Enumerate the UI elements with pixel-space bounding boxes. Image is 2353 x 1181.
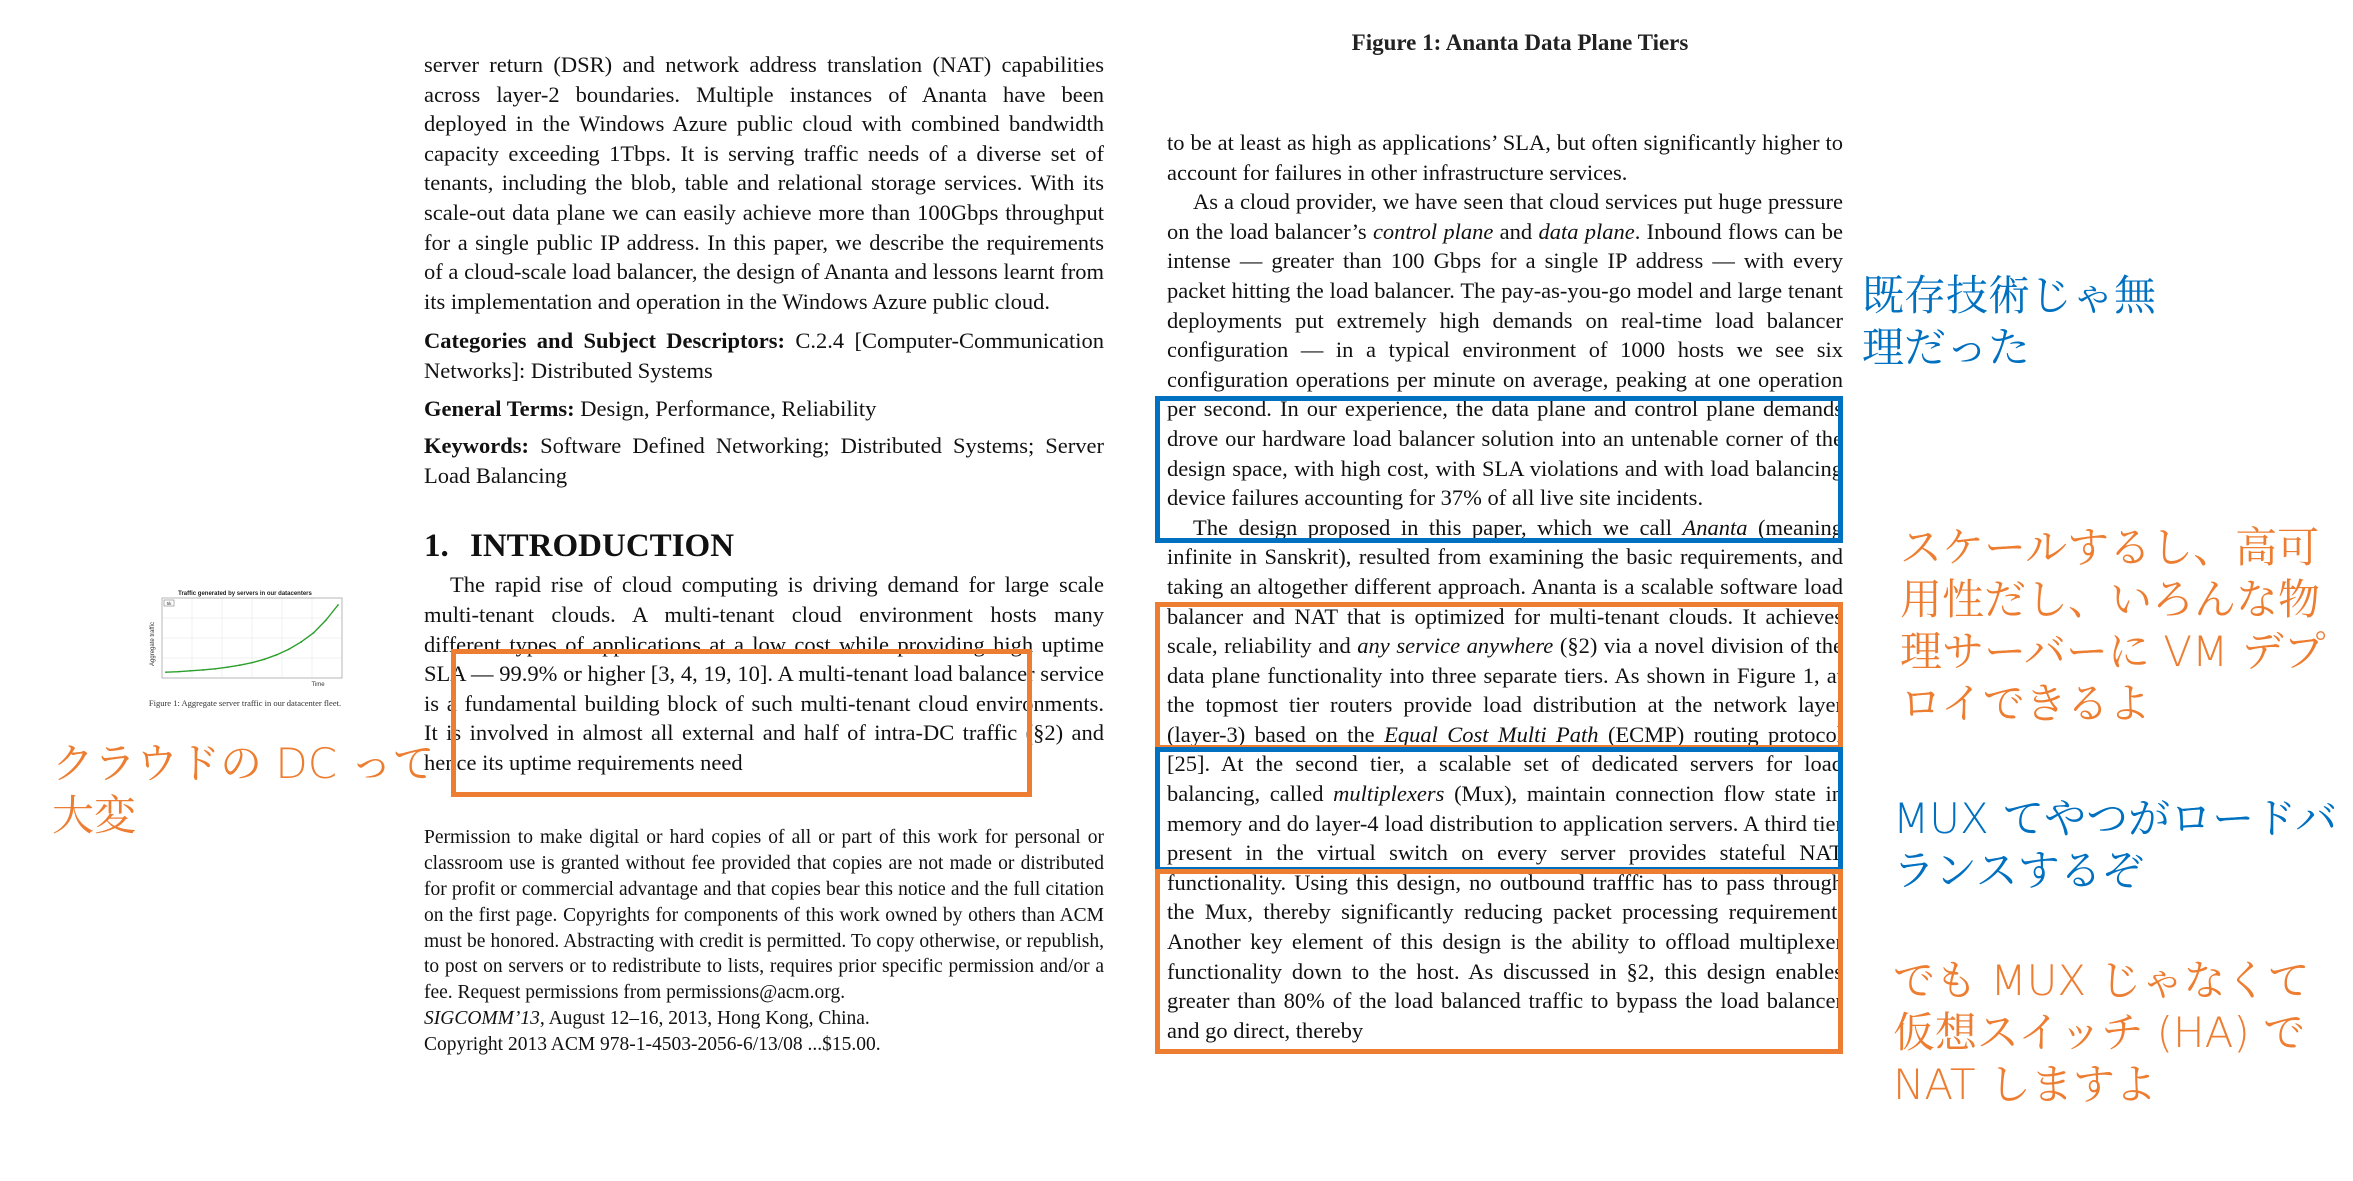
chart-legend: 5k: [166, 601, 172, 606]
traffic-figure: [140, 586, 350, 709]
copyright-line: Copyright 2013 ACM 978-1-4503-2056-6/13/08 ...$15.00.: [424, 1033, 881, 1055]
section-title: INTRODUCTION: [470, 528, 735, 565]
section-heading: [424, 526, 1104, 566]
annotation-line: スケールするし、高可: [1900, 523, 2320, 572]
annotation-line: ロイできるよ: [1900, 679, 2151, 728]
annotation-line: 用性だし、いろんな物: [1900, 575, 2321, 624]
p2-control-plane: control plane: [1372, 218, 1494, 244]
highlight-box-experience: [1155, 396, 1843, 543]
p3-text-c: (§2) via a novel division of the data plane functionality into three separate tiers. As shown in Figure 1, at the topmost tier routers provide load distribution at the network layer (layer-3) based on the: [1167, 633, 1843, 747]
keywords-label: Keywords:: [424, 433, 529, 459]
left-column: [424, 50, 1104, 1058]
traffic-chart: [140, 586, 350, 696]
chart-point: [214, 668, 216, 670]
highlight-box-mux: [1155, 747, 1843, 872]
p2-text-a: As a cloud provider, we have seen that cloud services put huge pressure on the load balancer’s: [1167, 189, 1843, 244]
categories-line: [424, 326, 1104, 385]
figure-title: Figure 1: Ananta Data Plane Tiers: [1351, 30, 1689, 55]
p3-text-e: (Mux), maintain connection flow state in memory and do layer-4 load distribution to application servers. A third tier present in the virtual switch on every server provides stateful NAT functionality. Using this design, no outbound trafffic has to pass through the Mux, thereby significantly reducing packet processing requirement. Another key element of this design is the ability to offload multiplexer functionality down to the host. As discussed in §2, this design enables greater than 80% of the load balanced traffic to bypass the load balancer and go direct, thereby: [1167, 781, 1843, 1043]
conference-details: August 12–16, 2013, Hong Kong, China.: [548, 1008, 870, 1030]
chart-point: [202, 669, 204, 671]
chart-point: [300, 641, 302, 643]
annotation-line: 仮想スイッチ (HA) で: [1893, 1008, 2306, 1057]
p2-text-b: . Inbound flows can be intense — greater than 100 Gbps for a single IP address — with every packet hitting the load balancer. The pay-as-you-go model and large tenant deployments put extremely high demands on real-time load balancer configuration — in a typical environment of 1000 hosts we see six configuration operations per minute on average, peaking at one operation per second. In our experience, the data plane and control plane demands drove our hardware load balancer solution into an untenable corner of the design space, with high cost, with SLA violations and with load balancing device failures accounting for 37% of all live site incidents.: [1167, 218, 1843, 511]
annotation-line: クラウドの DC って: [52, 739, 435, 788]
annotation-mux: [1893, 793, 2337, 897]
annotation-line: 既存技術じゃ無: [1862, 271, 2157, 320]
conference-name: SIGCOMM’13,: [424, 1008, 545, 1030]
chart-point: [288, 648, 290, 650]
chart-point: [177, 671, 179, 673]
abstract-paragraph: server return (DSR) and network address translation (NAT) capabilities across layer-2 boundaries. Multiple instances of Ananta have been deployed in the Windows Azure public cloud with combined bandwidth capacity exceeding 1Tbps. It is serving traffic needs of a diverse set of tenants, including the blob, table and relational storage services. With its scale-out data plane we can easily achieve more than 100Gbps throughput for a single public IP address. In this paper, we describe the requirements of a cloud-scale load balancer, the design of Ananta and lessons learnt from its implementation and operation in the Windows Azure public cloud.: [424, 52, 1104, 314]
highlight-box-intro: [451, 649, 1032, 797]
annotation-scale: [1900, 522, 2326, 730]
chart-point: [276, 654, 278, 656]
highlight-box-nat: [1155, 869, 1843, 1054]
chart-point: [190, 670, 192, 672]
annotation-nat: [1893, 955, 2309, 1111]
annotation-dc-hard: [52, 738, 434, 842]
general-terms-line: [424, 394, 1104, 424]
p2-and: and: [1493, 218, 1539, 244]
p3-any-service: any service anywhere: [1357, 633, 1554, 659]
chart-point: [337, 604, 339, 606]
chart-point: [325, 620, 327, 622]
annotation-line: 理だった: [1862, 323, 2031, 372]
p3-ecmp: Equal Cost Multi Path: [1384, 721, 1599, 747]
chart-xlabel: Time: [311, 682, 325, 688]
keywords-line: [424, 431, 1104, 490]
chart-point: [263, 658, 265, 660]
highlight-box-scale: [1155, 602, 1843, 750]
chart-point: [313, 632, 315, 634]
p3-text-d: (ECMP) routing protocol [25]. At the second tier, a scalable set of dedicated servers for load balancing, called: [1167, 721, 1843, 807]
figure-caption: Figure 1: Aggregate server traffic in our datacenter fleet.: [148, 698, 342, 708]
section-number: 1.: [424, 528, 449, 565]
annotation-line: ランスするぞ: [1893, 846, 2144, 895]
chart-title: Traffic generated by servers in our datacenters: [178, 591, 312, 597]
keywords-text: Software Defined Networking; Distributed Systems; Server Load Balancing: [424, 433, 1104, 488]
annotation-line: MUX てやつがロードバ: [1893, 794, 2338, 843]
annotation-existing-tech: [1862, 270, 2156, 374]
p2-data-plane: data plane: [1538, 218, 1635, 244]
annotation-line: 大変: [52, 791, 137, 840]
p3-text-a: The design proposed in this paper, which we call: [1193, 514, 1683, 540]
chart-point: [227, 666, 229, 668]
chart-ylabel: Aggregate traffic: [150, 622, 156, 666]
chart-point: [165, 671, 167, 673]
p3-text-b: (meaning infinite in Sanskrit), resulted from examining the basic requirements, and taking an altogether different approach. Ananta is a scalable software load balancer and NAT that is optimized for multi-tenant clouds. It achieves scale, reliability and: [1167, 514, 1844, 659]
chart-point: [239, 664, 241, 666]
categories-text: C.2.4 [Computer-Communication Networks]: Distributed Systems: [424, 328, 1104, 383]
right-paragraph-1: to be at least as high as applications’ SLA, but often significantly higher to account for failures in other infrastructure services.: [1167, 130, 1843, 185]
general-terms-text: Design, Performance, Reliability: [580, 395, 877, 421]
annotation-line: でも MUX じゃなくて: [1893, 956, 2310, 1005]
p3-multiplexers: multiplexers: [1333, 781, 1445, 807]
annotation-line: NAT しますよ: [1893, 1060, 2157, 1109]
categories-label: Categories and Subject Descriptors:: [424, 328, 786, 354]
chart-point: [251, 662, 253, 664]
p3-ananta: Ananta: [1682, 514, 1748, 540]
conference-line: [424, 1006, 1104, 1032]
permission-notice: Permission to make digital or hard copies of all or part of this work for personal or classroom use is granted without fee provided that copies are not made or distributed for profit or commercial advantage and that copies bear this notice and the full citation on the first page. Copyrights for components of this work owned by others than ACM must be honored. Abstracting with credit is permitted. To copy otherwise, or republish, to post on servers or to redistribute to lists, requires prior specific permission and/or a fee. Request permissions from permissions@acm.org.: [424, 827, 1104, 1004]
annotation-line: 理サーバーに VM デプ: [1900, 627, 2326, 676]
intro-paragraph: The rapid rise of cloud computing is driving demand for large scale multi-tenant clouds. A multi-tenant cloud environment hosts many different types of applications at a low cost while providing high uptime SLA — 99.9% or higher [3, 4, 19, 10]. A multi-tenant load balancer service is a fundamental building block of such multi-tenant cloud environments. It is involved in almost all external and half of intra-DC traffic (§2) and hence its uptime requirements need: [424, 572, 1104, 775]
general-terms-label: General Terms:: [424, 395, 575, 421]
